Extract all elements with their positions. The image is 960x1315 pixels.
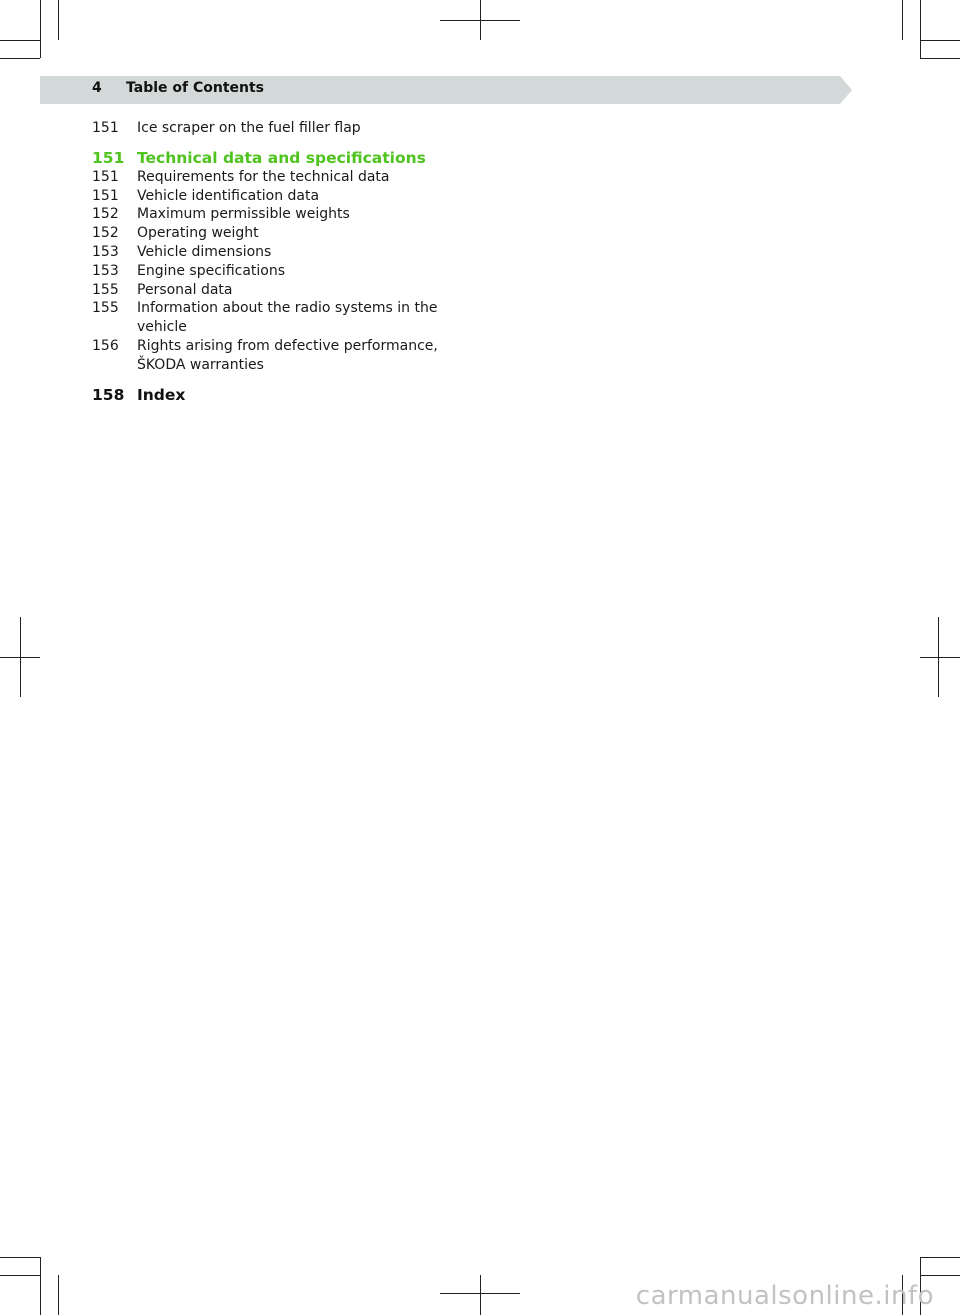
- crop-mark: [0, 1257, 40, 1258]
- crop-mark: [938, 617, 939, 697]
- watermark: carmanualsonline.info: [635, 1281, 934, 1311]
- crop-mark: [920, 1275, 960, 1276]
- crop-mark: [480, 1275, 481, 1315]
- toc-item-title: Vehicle dimensions: [137, 243, 272, 260]
- crop-mark: [920, 40, 960, 41]
- toc-page-number: 152: [92, 206, 119, 223]
- toc-item[interactable]: [92, 299, 452, 337]
- toc-item-title: Engine specifications: [137, 262, 286, 279]
- crop-mark: [0, 40, 40, 41]
- toc-item[interactable]: [92, 205, 452, 224]
- crop-mark: [920, 1257, 960, 1258]
- toc-item-title: Vehicle identification data: [137, 187, 320, 204]
- toc-page-number: 151: [92, 187, 119, 204]
- toc-page-number: 155: [92, 281, 119, 298]
- toc-item[interactable]: [92, 224, 452, 243]
- toc-chapter[interactable]: [92, 148, 452, 168]
- toc-item-title: Rights arising from defective performance, ŠKODA warranties: [137, 337, 438, 373]
- toc-item[interactable]: [92, 337, 452, 375]
- toc-item-title: Operating weight: [137, 225, 259, 242]
- toc-item[interactable]: [92, 187, 452, 206]
- toc-chapter-title: Technical data and specifications: [137, 148, 426, 167]
- toc-page-number: 155: [92, 300, 119, 317]
- crop-mark: [902, 0, 903, 40]
- toc-item[interactable]: [92, 119, 452, 138]
- crop-mark: [480, 0, 481, 40]
- toc-item-title: Information about the radio systems in the vehicle: [137, 300, 438, 336]
- crop-mark: [58, 1275, 59, 1315]
- toc-item[interactable]: [92, 168, 452, 187]
- toc-page-number: 158: [92, 385, 125, 404]
- toc-item-title: Ice scraper on the fuel filler flap: [137, 120, 361, 136]
- table-of-contents: [92, 119, 452, 405]
- crop-mark: [920, 0, 921, 58]
- toc-chapter[interactable]: [92, 385, 452, 405]
- toc-page-number: 153: [92, 243, 119, 260]
- crop-mark: [920, 58, 960, 59]
- page-title: Table of Contents: [126, 80, 265, 96]
- toc-chapter-title: Index: [137, 385, 186, 404]
- crop-mark: [0, 1275, 40, 1276]
- header-arrow: [840, 76, 852, 104]
- toc-item-title: Personal data: [137, 281, 233, 298]
- crop-mark: [20, 617, 21, 697]
- toc-page-number: 156: [92, 337, 119, 354]
- toc-item[interactable]: [92, 262, 452, 281]
- toc-page-number: 152: [92, 225, 119, 242]
- toc-item[interactable]: [92, 281, 452, 300]
- toc-page-number: 151: [92, 168, 119, 185]
- crop-mark: [40, 1257, 41, 1315]
- toc-page-number: 151: [92, 120, 119, 136]
- crop-mark: [0, 58, 40, 59]
- crop-mark: [58, 0, 59, 40]
- toc-page-number: 153: [92, 262, 119, 279]
- toc-item[interactable]: [92, 243, 452, 262]
- toc-item-title: Maximum permissible weights: [137, 206, 350, 223]
- page-number: 4: [92, 80, 102, 96]
- toc-item-title: Requirements for the technical data: [137, 168, 390, 185]
- crop-mark: [920, 657, 960, 658]
- toc-page-number: 151: [92, 148, 125, 167]
- crop-mark: [40, 0, 41, 58]
